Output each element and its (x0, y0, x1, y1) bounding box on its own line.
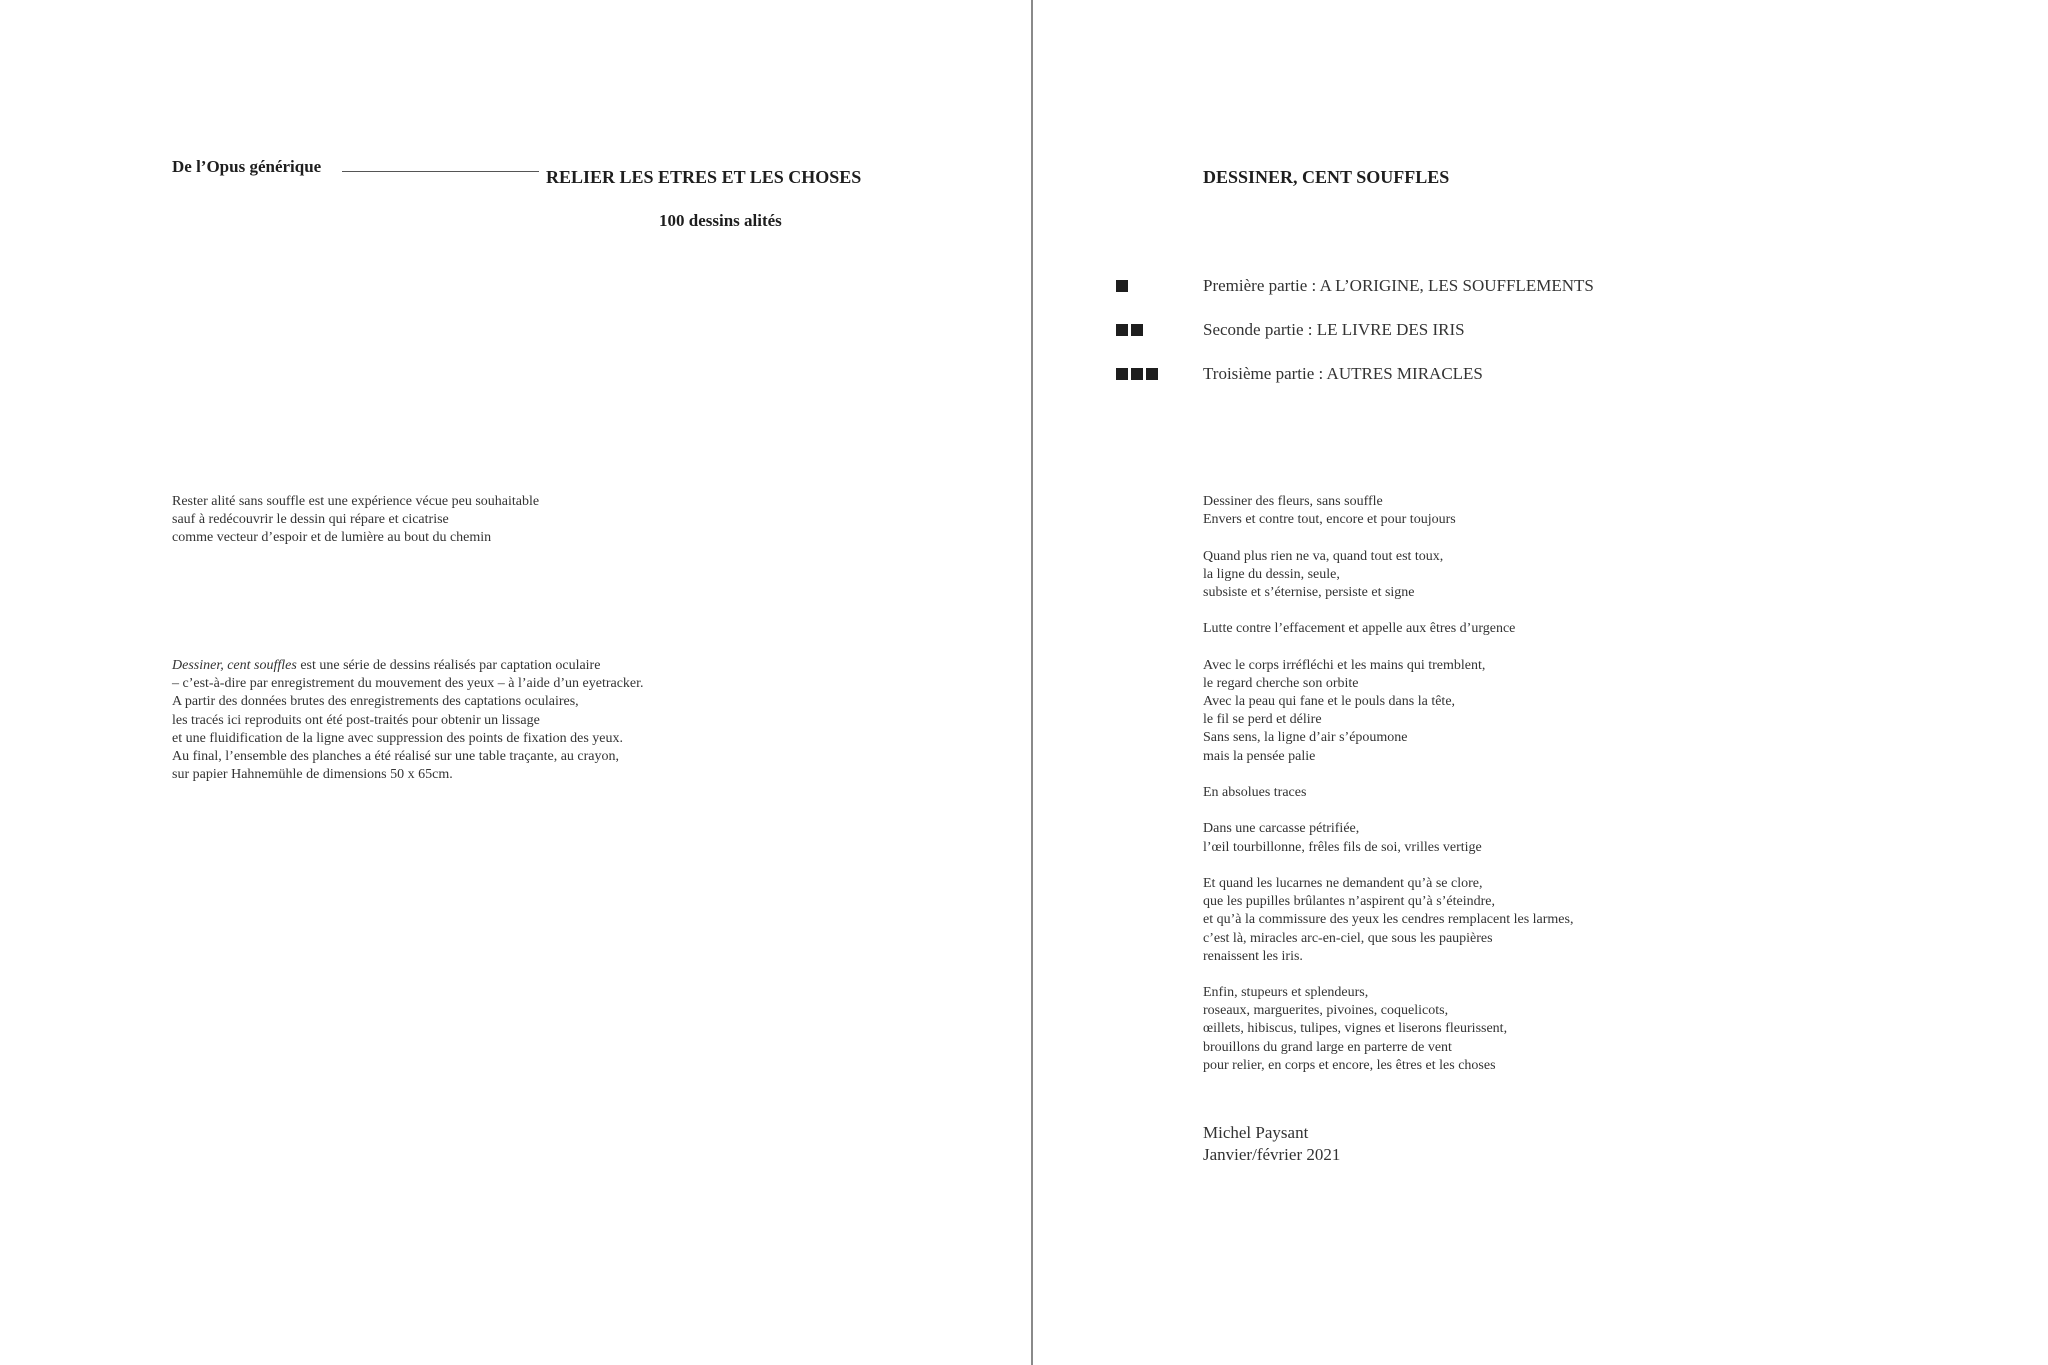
poem-line: que les pupilles brûlantes n’aspirent qu’à s’éteindre, (1203, 894, 1495, 910)
description-text: est une série de dessins réalisés par captation oculaire (296, 658, 601, 673)
poem-line: le fil se perd et délire (1203, 712, 1322, 728)
poem-line: Et quand les lucarnes ne demandent qu’à se clore, (1203, 875, 1483, 891)
part-marker-icon (1116, 280, 1128, 292)
part-label: Seconde partie : LE LIVRE DES IRIS (1203, 320, 1465, 339)
stanza-break (1203, 802, 1573, 820)
square-icon (1116, 280, 1128, 292)
description-line: et une fluidification de la ligne avec suppression des points de fixation des yeux. (172, 730, 623, 746)
part-marker-icon (1116, 368, 1158, 380)
stanza-break (1203, 639, 1573, 657)
square-icon (1131, 368, 1143, 380)
description-line: les tracés ici reproduits ont été post-traités pour obtenir un lissage (172, 712, 540, 728)
opus-label: De l’Opus générique (172, 157, 322, 176)
stanza-break (1203, 529, 1573, 547)
stanza-break (1203, 602, 1573, 620)
part-marker-icon (1116, 324, 1143, 336)
intro-paragraph (172, 493, 539, 548)
poem-line: l’œil tourbillonne, frêles fils de soi, vrilles vertige (1203, 839, 1482, 855)
series-title-italic: Dessiner, cent souffles (172, 658, 297, 673)
signature (1203, 1122, 1340, 1166)
poem-line: Dessiner des fleurs, sans souffle (1203, 494, 1383, 509)
description-paragraph (172, 657, 644, 784)
part-entry (1116, 364, 1816, 386)
intro-line: comme vecteur d’espoir et de lumière au bout du chemin (172, 530, 492, 546)
poem-line: pour relier, en corps et encore, les êtres et les choses (1203, 1057, 1496, 1073)
square-icon (1146, 368, 1158, 380)
part-label: Première partie : A L’ORIGINE, LES SOUFFLEMENTS (1203, 276, 1594, 295)
description-line: – c’est-à-dire par enregistrement du mouvement des yeux – à l’aide d’un eyetracker. (172, 676, 644, 692)
stanza-break (1203, 766, 1573, 784)
description-line: A partir des données brutes des enregistrements des captations oculaires, (172, 694, 579, 710)
poem-line: Avec le corps irréfléchi et les mains qui tremblent, (1203, 657, 1486, 673)
poem-line: Envers et contre tout, encore et pour toujours (1203, 512, 1456, 528)
poem-line: En absolues traces (1203, 785, 1307, 800)
poem-line: renaissent les iris. (1203, 948, 1303, 964)
poem-line: Avec la peau qui fane et le pouls dans la tête, (1203, 694, 1456, 710)
intro-line: Rester alité sans souffle est une expérience vécue peu souhaitable (172, 494, 540, 509)
poem-line: Sans sens, la ligne d’air s’époumone (1203, 730, 1408, 746)
poem-line: roseaux, marguerites, pivoines, coquelicots, (1203, 1003, 1449, 1019)
stanza-break (1203, 857, 1573, 875)
author-name: Michel Paysant (1203, 1123, 1309, 1142)
horizontal-rule (342, 171, 539, 172)
poem (1203, 493, 1573, 1075)
poem-line: Lutte contre l’effacement et appelle aux êtres d’urgence (1203, 621, 1516, 637)
signature-date: Janvier/février 2021 (1203, 1145, 1341, 1164)
left-page-title: RELIER LES ETRES ET LES CHOSES (546, 167, 862, 187)
poem-line: Quand plus rien ne va, quand tout est toux, (1203, 548, 1444, 564)
poem-line: brouillons du grand large en parterre de vent (1203, 1039, 1452, 1055)
square-icon (1116, 368, 1128, 380)
intro-line: sauf à redécouvrir le dessin qui répare et cicatrise (172, 512, 449, 528)
poem-line: et qu’à la commissure des yeux les cendres remplacent les larmes, (1203, 912, 1574, 928)
description-line (172, 657, 644, 675)
right-page-title: DESSINER, CENT SOUFFLES (1203, 167, 1450, 187)
part-entry (1116, 320, 1816, 342)
square-icon (1131, 324, 1143, 336)
poem-line: mais la pensée palie (1203, 748, 1316, 764)
poem-line: c’est là, miracles arc-en-ciel, que sous les paupières (1203, 930, 1493, 946)
poem-line: Dans une carcasse pétrifiée, (1203, 821, 1360, 837)
poem-line: la ligne du dessin, seule, (1203, 566, 1340, 582)
page-divider (1031, 0, 1033, 1365)
square-icon (1116, 324, 1128, 336)
poem-line: subsiste et s’éternise, persiste et signe (1203, 584, 1415, 600)
description-line: Au final, l’ensemble des planches a été réalisé sur une table traçante, au crayon, (172, 748, 620, 764)
part-entry (1116, 276, 1816, 298)
poem-line: Enfin, stupeurs et splendeurs, (1203, 985, 1369, 1001)
part-label: Troisième partie : AUTRES MIRACLES (1203, 364, 1483, 383)
poem-line: le regard cherche son orbite (1203, 675, 1359, 691)
description-line: sur papier Hahnemühle de dimensions 50 x 65cm. (172, 767, 453, 783)
left-page-subtitle: 100 dessins alités (659, 211, 782, 230)
stanza-break (1203, 966, 1573, 984)
poem-line: œillets, hibiscus, tulipes, vignes et liserons fleurissent, (1203, 1021, 1508, 1037)
